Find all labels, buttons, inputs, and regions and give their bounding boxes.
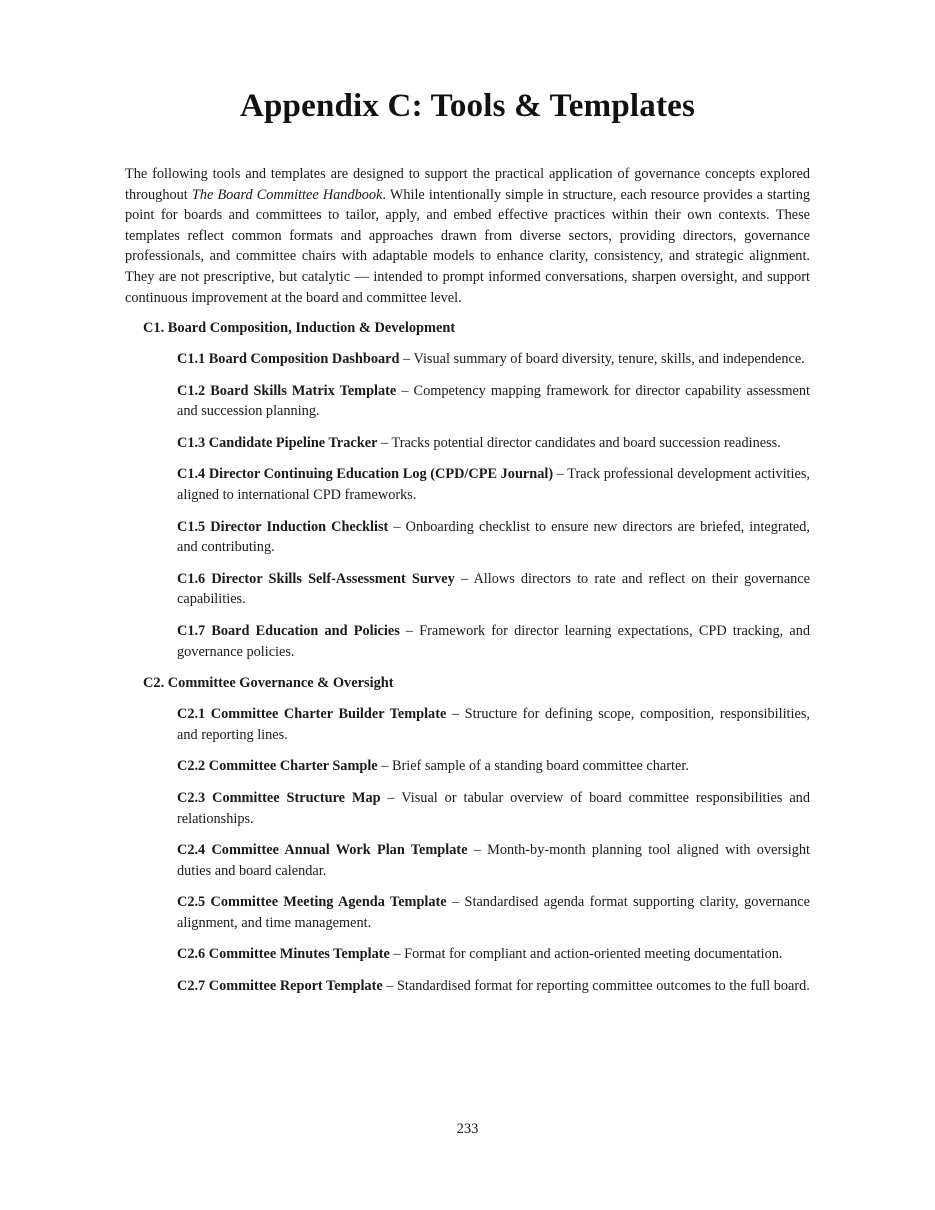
list-item bbox=[177, 433, 810, 454]
intro-text-end: . While intentionally simple in structure, each resource provides a starting point for boards and committees to tailor, apply, and embed effective practices within their own contexts. These templates reflect common formats and approaches drawn from diverse sectors, providing directors, governance professionals, and committee chairs with adaptable models to enhance clarity, consistency, and strategic alignment. They are not prescriptive, but catalytic — intended to prompt informed conversations, sharpen oversight, and support continuous improvement at the board and committee level. bbox=[125, 186, 810, 306]
item-description: – Visual summary of board diversity, tenure, skills, and independence. bbox=[399, 351, 805, 367]
list-item bbox=[177, 788, 810, 829]
item-title: C1.4 Director Continuing Education Log (CPD/CPE Journal) bbox=[177, 466, 554, 483]
item-title: C1.1 Board Composition Dashboard bbox=[177, 351, 400, 367]
item-title: C1.2 Board Skills Matrix Template bbox=[177, 382, 397, 399]
list-item bbox=[177, 569, 810, 610]
section-heading: C2. Committee Governance & Oversight bbox=[143, 675, 394, 692]
section-c1 bbox=[125, 318, 810, 662]
item-title: C2.6 Committee Minutes Template bbox=[177, 946, 390, 963]
section-entries bbox=[177, 704, 810, 997]
item-title: C1.5 Director Induction Checklist bbox=[177, 518, 389, 535]
item-title: C1.6 Director Skills Self-Assessment Survey bbox=[177, 570, 455, 587]
item-description: – Brief sample of a standing board committee charter. bbox=[377, 758, 689, 775]
list-item bbox=[177, 464, 810, 505]
list-item bbox=[177, 517, 810, 558]
page-title: Appendix C: Tools & Templates bbox=[239, 88, 696, 124]
list-item bbox=[177, 756, 810, 777]
item-description: – Structure for defining scope, composition, responsibilities, and reporting lines. bbox=[177, 706, 810, 743]
book-title: The Board Committee Handbook bbox=[191, 186, 383, 203]
item-title: C2.4 Committee Annual Work Plan Template bbox=[177, 842, 468, 859]
item-title: C1.3 Candidate Pipeline Tracker bbox=[177, 434, 378, 451]
list-item bbox=[177, 840, 810, 881]
list-item bbox=[177, 381, 810, 422]
list-item bbox=[177, 621, 810, 662]
section-entries bbox=[177, 349, 810, 662]
item-description: – Competency mapping framework for director capability assessment and succession planning. bbox=[177, 382, 811, 420]
item-description: – Format for compliant and action-oriented meeting documentation. bbox=[389, 946, 783, 963]
item-title: C2.3 Committee Structure Map bbox=[177, 789, 381, 806]
item-description: – Framework for director learning expectations, CPD tracking, and governance policies. bbox=[177, 622, 810, 660]
intro-text-start: The following tools and templates are designed to support the practical application of governance concepts explored throughout bbox=[125, 166, 810, 203]
item-description: – Tracks potential director candidates and board succession readiness. bbox=[377, 434, 781, 451]
item-title: C2.7 Committee Report Template bbox=[177, 978, 383, 995]
section-c2 bbox=[125, 673, 810, 997]
list-item bbox=[177, 349, 810, 370]
item-description: – Month-by-month planning tool aligned with oversight duties and board calendar. bbox=[177, 842, 811, 879]
page-number: 233 bbox=[456, 1121, 479, 1137]
list-item bbox=[177, 944, 810, 965]
section-heading: C1. Board Composition, Induction & Development bbox=[143, 320, 456, 336]
appendix-content bbox=[125, 318, 810, 1008]
item-description: – Track professional development activities, aligned to international CPD frameworks. bbox=[177, 466, 810, 503]
item-description: – Onboarding checklist to ensure new directors are briefed, integrated, and contributing. bbox=[177, 518, 810, 556]
item-title: C2.5 Committee Meeting Agenda Template bbox=[177, 894, 447, 911]
item-description: – Standardised format for reporting committee outcomes to the full board. bbox=[382, 978, 810, 995]
item-description: – Standardised agenda format supporting clarity, governance alignment, and time management. bbox=[177, 894, 810, 931]
item-description: – Allows directors to rate and reflect on their governance capabilities. bbox=[177, 570, 811, 608]
item-title: C2.1 Committee Charter Builder Template bbox=[177, 706, 447, 723]
item-description: – Visual or tabular overview of board committee responsibilities and relationships. bbox=[177, 789, 810, 827]
list-item bbox=[177, 704, 810, 745]
item-title: C1.7 Board Education and Policies bbox=[177, 622, 400, 639]
list-item bbox=[177, 892, 810, 933]
item-title: C2.2 Committee Charter Sample bbox=[177, 758, 378, 775]
list-item bbox=[177, 976, 810, 997]
intro-paragraph bbox=[125, 164, 810, 308]
